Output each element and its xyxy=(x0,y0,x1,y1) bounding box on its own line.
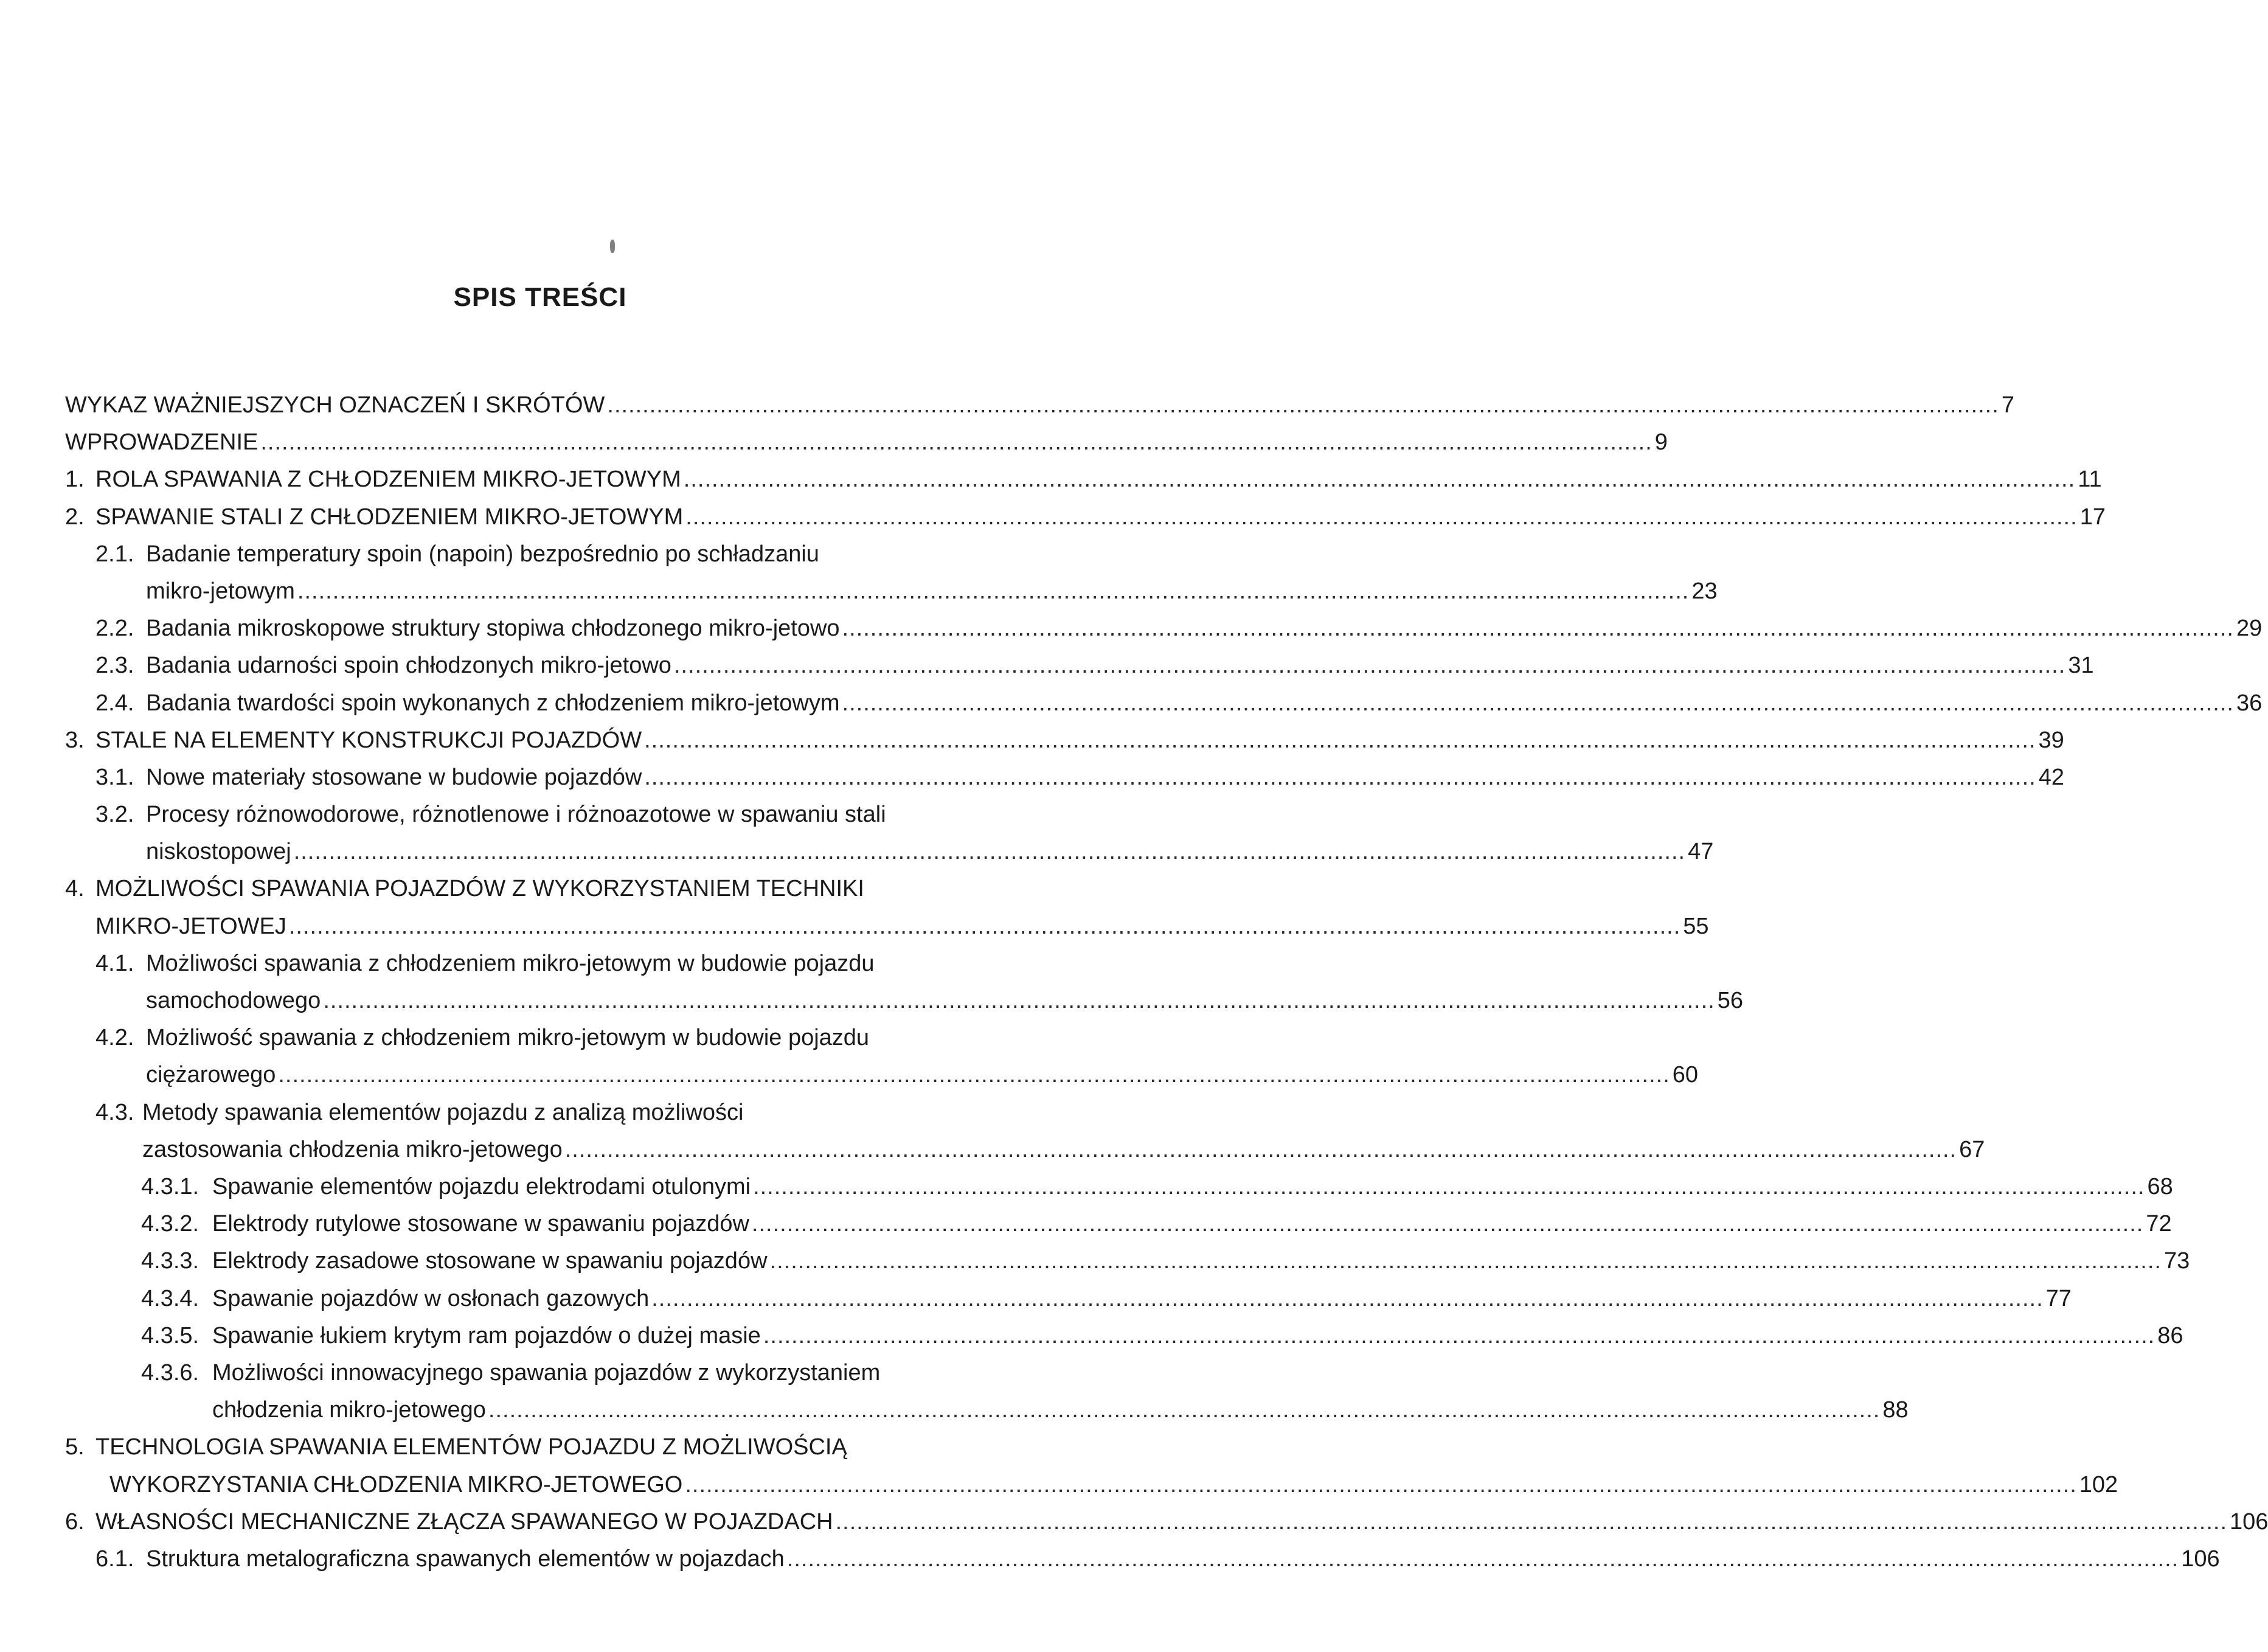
toc-entry-number: 4.3.4. xyxy=(141,1285,199,1311)
dot-leader: ...................................................................................................................................................................................................... xyxy=(607,392,1999,418)
toc-entry-text: SPAWANIE STALI Z CHŁODZENIEM MIKRO-JETOWYM xyxy=(95,504,684,530)
dot-leader: ...................................................................................................................................................................................................... xyxy=(488,1397,1881,1423)
toc-entry xyxy=(65,1355,1909,1429)
dot-leader: ...................................................................................................................................................................................................... xyxy=(288,913,1681,939)
toc-entry xyxy=(65,722,2064,759)
dot-leader: ...................................................................................................................................................................................................... xyxy=(260,429,1652,456)
dot-leader: ...................................................................................................................................................................................................... xyxy=(842,616,2234,642)
toc-entry-number: 3.1. xyxy=(95,764,134,790)
toc-page-number: 67 xyxy=(1959,1136,1985,1162)
toc-entry xyxy=(65,796,1714,870)
toc-entry-text: WŁASNOŚCI MECHANICZNE ZŁĄCZA SPAWANEGO W POJAZDACH xyxy=(95,1508,833,1535)
toc-entry-text: Nowe materiały stosowane w budowie pojazdów xyxy=(146,764,642,790)
toc-entry-number: 1. xyxy=(65,467,85,493)
toc-entry-text: TECHNOLOGIA SPAWANIA ELEMENTÓW POJAZDU Z MOŻLIWOŚCIĄ xyxy=(95,1434,847,1460)
toc-page-number: 60 xyxy=(1672,1062,1699,1088)
toc-entry xyxy=(65,647,2094,684)
toc-entry xyxy=(65,1504,2268,1541)
toc-entry-text: Spawanie łukiem krytym ram pojazdów o dużej masie xyxy=(212,1322,761,1348)
toc-entry-number: 2.4. xyxy=(95,690,134,716)
dot-leader: ...................................................................................................................................................................................................... xyxy=(293,839,1686,865)
toc-entry-text: Procesy różnowodorowe, różnotlenowe i różnoazotowe w spawaniu stali xyxy=(146,802,886,828)
toc-entry-number: 4. xyxy=(65,876,85,902)
toc-entry xyxy=(65,1243,2190,1280)
dot-leader: ...................................................................................................................................................................................................... xyxy=(753,1174,2145,1200)
toc-page-number: 39 xyxy=(2038,727,2064,753)
toc-entry xyxy=(65,424,1668,461)
dot-leader: ...................................................................................................................................................................................................... xyxy=(278,1062,1670,1088)
dot-leader: ...................................................................................................................................................................................................... xyxy=(644,764,2036,790)
toc-entry-text-continued: ciężarowego xyxy=(146,1062,276,1088)
toc-entry-text: Elektrody zasadowe stosowane w spawaniu pojazdów xyxy=(212,1248,768,1274)
toc-page-number: 55 xyxy=(1683,913,1709,939)
toc-entry-number: 4.3.2. xyxy=(141,1211,199,1237)
toc-entry-text: Badania mikroskopowe struktury stopiwa chłodzonego mikro-jetowo xyxy=(146,616,840,642)
dot-leader: ...................................................................................................................................................................................................... xyxy=(685,504,2078,530)
toc-page-number: 17 xyxy=(2079,504,2106,530)
toc-entry xyxy=(65,1429,2118,1503)
toc-entry xyxy=(65,1168,2173,1206)
toc-entry-number: 5. xyxy=(65,1434,85,1460)
dot-leader: ...................................................................................................................................................................................................... xyxy=(323,988,1715,1014)
toc-page-number: 29 xyxy=(2236,616,2263,642)
toc-entry-text-continued: MIKRO-JETOWEJ xyxy=(95,913,286,939)
dot-leader: ...................................................................................................................................................................................................... xyxy=(763,1322,2155,1348)
toc-entry-text: Elektrody rutylowe stosowane w spawaniu pojazdów xyxy=(212,1211,749,1237)
dot-leader: ...................................................................................................................................................................................................... xyxy=(651,1285,2044,1311)
toc-page-number: 106 xyxy=(2230,1508,2268,1535)
dot-leader: ...................................................................................................................................................................................................... xyxy=(842,690,2234,716)
toc-entry xyxy=(65,1019,1699,1094)
toc-page-number: 23 xyxy=(1691,578,1718,604)
toc-page-number: 68 xyxy=(2147,1174,2173,1200)
toc-entry-text: Badanie temperatury spoin (napoin) bezpośrednio po schładzaniu xyxy=(146,541,819,567)
toc-entry xyxy=(65,1280,2072,1317)
toc-entry xyxy=(65,759,2065,796)
toc-entry-number: 2.1. xyxy=(95,541,134,567)
toc-entry-text: Struktura metalograficzna spawanych elementów w pojazdach xyxy=(146,1546,785,1572)
toc-entry xyxy=(65,1541,2220,1578)
toc-page-number: 106 xyxy=(2181,1546,2220,1572)
toc-page-number: 73 xyxy=(2163,1248,2190,1274)
toc-page-number: 102 xyxy=(2079,1471,2118,1498)
toc-entry-number: 6.1. xyxy=(95,1546,134,1572)
dot-leader: ...................................................................................................................................................................................................... xyxy=(835,1508,2228,1535)
toc-entry-text: MOŻLIWOŚCI SPAWANIA POJAZDÓW Z WYKORZYSTANIEM TECHNIKI xyxy=(95,876,864,902)
toc-entry-text-continued: zastosowania chłodzenia mikro-jetowego xyxy=(142,1136,563,1162)
page-title: SPIS TREŚCI xyxy=(453,282,627,312)
dot-leader: ...................................................................................................................................................................................................... xyxy=(297,578,1690,604)
toc-entry-text: Spawanie elementów pojazdu elektrodami otulonymi xyxy=(212,1174,751,1200)
toc-entry xyxy=(65,387,2014,424)
toc-page-number: 72 xyxy=(2146,1211,2172,1237)
toc-entry-text-continued: chłodzenia mikro-jetowego xyxy=(212,1397,486,1423)
table-of-contents xyxy=(65,387,2268,1578)
toc-entry-text-continued: WYKORZYSTANIA CHŁODZENIA MIKRO-JETOWEGO xyxy=(109,1471,683,1498)
toc-page-number: 36 xyxy=(2236,690,2263,716)
toc-entry xyxy=(65,1317,2183,1355)
toc-page-number: 86 xyxy=(2157,1322,2183,1348)
toc-entry-number: 4.3.3. xyxy=(141,1248,199,1274)
toc-entry xyxy=(65,685,2263,722)
toc-entry-number: 4.3. xyxy=(95,1099,134,1125)
dot-leader: ...................................................................................................................................................................................................... xyxy=(673,653,2066,679)
dot-leader: ...................................................................................................................................................................................................... xyxy=(564,1136,1957,1162)
toc-page-number: 42 xyxy=(2038,764,2065,790)
toc-entry-number: 2.3. xyxy=(95,653,134,679)
dot-leader: ...................................................................................................................................................................................................... xyxy=(685,1471,2077,1498)
toc-entry-text: Badania udarności spoin chłodzonych mikro-jetowo xyxy=(146,653,671,679)
toc-entry-number: 4.3.6. xyxy=(141,1359,199,1386)
toc-page-number: 7 xyxy=(2001,392,2014,418)
toc-entry xyxy=(65,461,2102,498)
toc-entry-number: 3. xyxy=(65,727,85,753)
toc-page-number: 31 xyxy=(2068,653,2094,679)
toc-entry xyxy=(65,870,1709,945)
toc-page-number: 9 xyxy=(1654,429,1668,456)
toc-entry-number: 4.3.1. xyxy=(141,1174,199,1200)
toc-entry-text: WPROWADZENIE xyxy=(65,429,258,456)
toc-entry-number: 2.2. xyxy=(95,616,134,642)
toc-entry-number: 2. xyxy=(65,504,85,530)
dot-leader: ...................................................................................................................................................................................................... xyxy=(786,1546,2179,1572)
toc-page-number: 56 xyxy=(1717,988,1744,1014)
toc-entry xyxy=(65,536,1718,610)
toc-entry-number: 3.2. xyxy=(95,802,134,828)
toc-entry-number: 6. xyxy=(65,1508,85,1535)
toc-entry-number: 4.3.5. xyxy=(141,1322,199,1348)
toc-entry-text: STALE NA ELEMENTY KONSTRUKCJI POJAZDÓW xyxy=(95,727,642,753)
dot-leader: ...................................................................................................................................................................................................... xyxy=(769,1248,2162,1274)
toc-entry xyxy=(65,610,2263,647)
toc-entry-text: Możliwości innowacyjnego spawania pojazdów z wykorzystaniem xyxy=(212,1359,881,1386)
toc-entry-number: 4.2. xyxy=(95,1025,134,1051)
toc-entry-text: Możliwości spawania z chłodzeniem mikro-jetowym w budowie pojazdu xyxy=(146,950,875,976)
toc-entry-text: Badania twardości spoin wykonanych z chłodzeniem mikro-jetowym xyxy=(146,690,840,716)
dot-leader: ...................................................................................................................................................................................................... xyxy=(683,467,2076,493)
dot-leader: ...................................................................................................................................................................................................... xyxy=(644,727,2036,753)
toc-entry-text: Metody spawania elementów pojazdu z analizą możliwości xyxy=(142,1099,744,1125)
toc-page-number: 47 xyxy=(1688,839,1714,865)
toc-entry xyxy=(65,1094,1985,1168)
toc-entry-text-continued: mikro-jetowym xyxy=(146,578,295,604)
toc-page-number: 11 xyxy=(2078,467,2102,493)
toc-entry xyxy=(65,945,1744,1019)
toc-entry-text-continued: samochodowego xyxy=(146,988,321,1014)
toc-page-number: 77 xyxy=(2045,1285,2072,1311)
scan-speck xyxy=(610,240,615,253)
toc-entry-text: Możliwość spawania z chłodzeniem mikro-jetowym w budowie pojazdu xyxy=(146,1025,870,1051)
toc-entry-text-continued: niskostopowej xyxy=(146,839,291,865)
toc-entry-text: Spawanie pojazdów w osłonach gazowych xyxy=(212,1285,650,1311)
toc-entry-number: 4.1. xyxy=(95,950,134,976)
toc-page-number: 88 xyxy=(1882,1397,1909,1423)
toc-entry-text: ROLA SPAWANIA Z CHŁODZENIEM MIKRO-JETOWYM xyxy=(95,467,681,493)
toc-entry xyxy=(65,1206,2172,1243)
toc-entry xyxy=(65,499,2106,536)
toc-entry-text: WYKAZ WAŻNIEJSZYCH OZNACZEŃ I SKRÓTÓW xyxy=(65,392,605,418)
dot-leader: ...................................................................................................................................................................................................... xyxy=(751,1211,2144,1237)
